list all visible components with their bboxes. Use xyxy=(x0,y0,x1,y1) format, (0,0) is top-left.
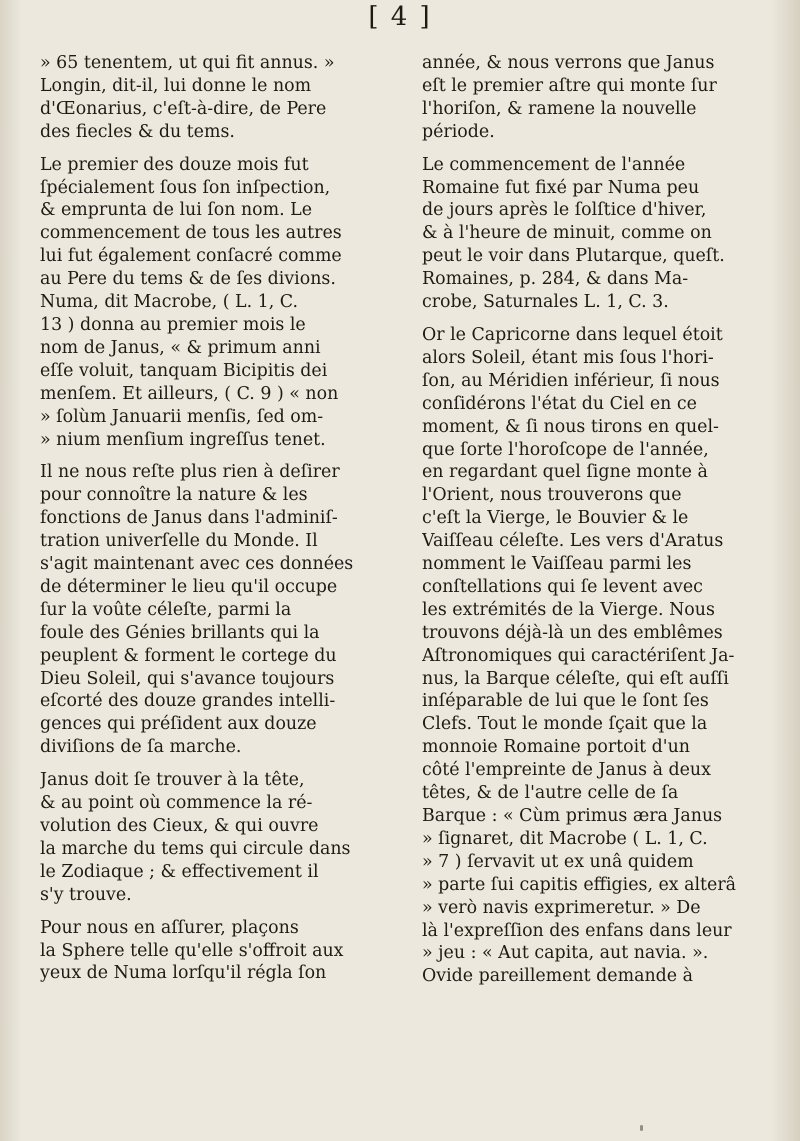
text-line: s'y trouve. xyxy=(40,884,132,905)
text-line: l'horiſon, & ramene la nouvelle xyxy=(422,98,697,119)
text-line: ſpécialement ſous ſon inſpection, xyxy=(40,177,331,198)
text-line: Romaines, p. 284, & dans Ma- xyxy=(422,269,689,290)
text-line: là l'expreſſion des enfans dans leur xyxy=(422,920,732,941)
text-line: Dieu Soleil, qui s'avance toujours xyxy=(40,668,335,689)
text-line: Clefs. Tout le monde ſçait que la xyxy=(422,714,708,735)
text-line: Numa, dit Macrobe, ( L. 1, C. xyxy=(40,292,298,313)
text-line: » ſignaret, dit Macrobe ( L. 1, C. xyxy=(422,828,708,849)
text-line: nom de Janus, « & primum anni xyxy=(40,337,321,358)
text-line: & au point où commence la ré- xyxy=(40,793,313,814)
text-line: monnoie Romaine portoit d'un xyxy=(422,737,690,758)
paragraph-gap xyxy=(422,314,772,324)
right-text-column xyxy=(422,52,772,988)
paragraph-gap xyxy=(422,144,772,154)
text-line: le Zodiaque ; & effectivement il xyxy=(40,861,319,882)
text-line: » jeu : « Aut capita, aut navia. ». xyxy=(422,943,709,964)
text-line: l'Orient, nous trouverons que xyxy=(422,485,682,506)
text-line: ſon, au Méridien inférieur, ſi nous xyxy=(422,370,720,391)
text-line: Le commencement de l'année xyxy=(422,154,686,175)
text-line: Or le Capricorne dans lequel étoit xyxy=(422,324,723,345)
text-line: » 65 tenentem, ut qui fit annus. » xyxy=(40,53,335,73)
text-line: eſcorté des douze grandes intelli- xyxy=(40,691,336,712)
text-line: crobe, Saturnales L. 1, C. 3. xyxy=(422,292,669,313)
text-line: » parte ſui capitis effigies, ex alterâ xyxy=(422,874,737,895)
text-line: d'Œonarius, c'eſt-à-dire, de Pere xyxy=(40,98,327,119)
text-line: têtes, & de l'autre celle de ſa xyxy=(422,783,679,804)
text-line: Le premier des douze mois fut xyxy=(40,154,309,175)
text-line: Pour nous en aſſurer, plaçons xyxy=(40,917,299,938)
text-line: » ſolùm Januarii menſis, ſed om- xyxy=(40,406,324,427)
text-line: peuplent & forment le cortege du xyxy=(40,645,337,666)
text-line: s'agit maintenant avec ces données xyxy=(40,554,354,575)
text-line: & à l'heure de minuit, comme on xyxy=(422,223,712,244)
text-line: eſſe voluit, tanquam Bicipitis dei xyxy=(40,360,328,381)
text-line: Vaiſſeau céleſte. Les vers d'Aratus xyxy=(422,531,724,552)
text-line: foule des Génies brillants qui la xyxy=(40,622,320,643)
text-line: Janus doit ſe trouver à la tête, xyxy=(40,770,305,791)
text-line: peut le voir dans Plutarque, queſt. xyxy=(422,246,725,267)
text-line: année, & nous verrons que Janus xyxy=(422,53,715,73)
text-line: eſt le premier aſtre qui monte ſur xyxy=(422,75,717,96)
text-line: nomment le Vaiſſeau parmi les xyxy=(422,554,692,575)
text-line: pour connoître la nature & les xyxy=(40,485,308,506)
text-line: les extrémités de la Vierge. Nous xyxy=(422,599,715,620)
text-line: Aſtronomiques qui caractériſent Ja- xyxy=(422,645,735,666)
text-line: Barque : « Cùm primus æra Janus xyxy=(422,806,723,826)
text-line: trouvons déjà-là un des emblêmes xyxy=(422,622,723,643)
text-line: la Sphere telle qu'elle s'offroit aux xyxy=(40,940,344,961)
text-line: Il ne nous reſte plus rien à deſirer xyxy=(40,462,340,483)
page-number-header: [ 4 ] xyxy=(368,2,432,32)
text-line: lui fut également conſacré comme xyxy=(40,246,342,267)
text-line: diviſions de ſa marche. xyxy=(40,737,242,758)
left-text-column xyxy=(40,52,393,985)
text-line: yeux de Numa lorſqu'il régla ſon xyxy=(40,963,327,984)
text-line: que ſorte l'horoſcope de l'année, xyxy=(422,439,709,460)
text-line: conſidérons l'état du Ciel en ce xyxy=(422,393,697,414)
text-line: côté l'empreinte de Janus à deux xyxy=(422,760,711,781)
text-line: période. xyxy=(422,121,495,142)
text-line: des fiecles & du tems. xyxy=(40,121,235,142)
text-line: c'eſt la Vierge, le Bouvier & le xyxy=(422,508,689,529)
text-line: Longin, dit-il, lui donne le nom xyxy=(40,75,312,96)
text-line: 13 ) donna au premier mois le xyxy=(40,314,306,335)
text-line: de jours après le ſolſtice d'hiver, xyxy=(422,200,707,221)
text-line: commencement de tous les autres xyxy=(40,223,342,244)
text-line: fonctions de Janus dans l'adminiſ- xyxy=(40,508,338,529)
paragraph-gap xyxy=(40,907,393,917)
text-line: volution des Cieux, & qui ouvre xyxy=(40,816,319,836)
ink-mark xyxy=(640,1125,643,1131)
paragraph-gap xyxy=(40,451,393,461)
paragraph-gap xyxy=(40,759,393,769)
text-line: moment, & ſi nous tirons en quel- xyxy=(422,416,719,437)
text-line: » verò navis exprimeretur. » De xyxy=(422,897,701,918)
text-line: tration univerſelle du Monde. Il xyxy=(40,531,318,552)
text-line: inſéparable de lui que le ſont ſes xyxy=(422,691,709,712)
text-line: de déterminer le lieu qu'il occupe xyxy=(40,576,338,597)
text-line: & emprunta de lui ſon nom. Le xyxy=(40,200,313,221)
text-line: en regardant quel ſigne monte à xyxy=(422,462,708,483)
text-line: gences qui préſident aux douze xyxy=(40,714,317,735)
text-line: » 7 ) ſervavit ut ex unâ quidem xyxy=(422,851,694,872)
text-line: alors Soleil, étant mis ſous l'hori- xyxy=(422,347,714,368)
text-line: au Pere du tems & de ſes divions. xyxy=(40,269,336,290)
text-line: Romaine fut fixé par Numa peu xyxy=(422,177,700,198)
text-line: la marche du tems qui circule dans xyxy=(40,838,351,859)
text-line: ſur la voûte céleſte, parmi la xyxy=(40,599,292,620)
text-line: conſtellations qui ſe levent avec xyxy=(422,576,703,597)
text-line: nus, la Barque céleſte, qui eſt auſſi xyxy=(422,668,729,689)
paragraph-gap xyxy=(40,144,393,154)
text-line: » nium menſium ingreſſus tenet. xyxy=(40,429,326,450)
text-line: Ovide pareillement demande à xyxy=(422,966,693,987)
text-line: menſem. Et ailleurs, ( C. 9 ) « non xyxy=(40,383,339,404)
